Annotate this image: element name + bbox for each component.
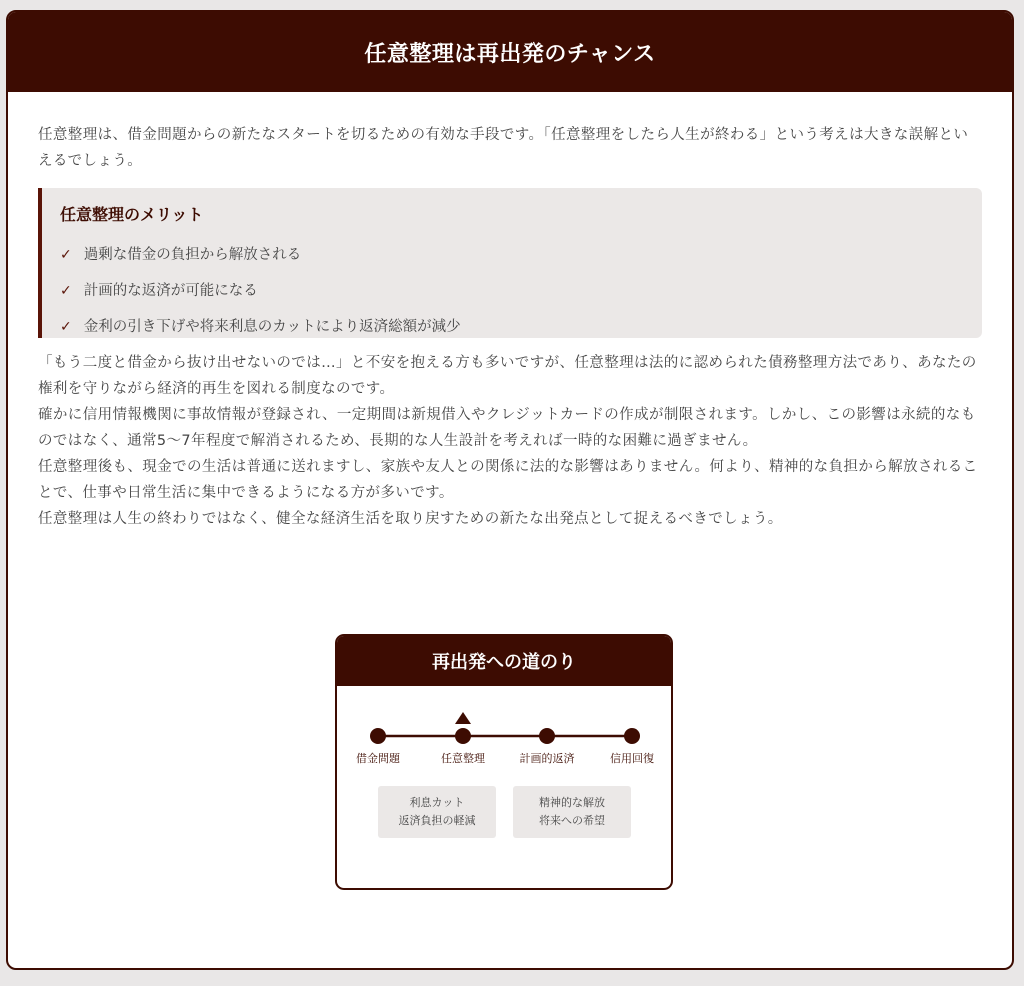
step-label: 計画的返済: [519, 752, 575, 765]
page-title: 任意整理は再出発のチャンス: [364, 41, 656, 67]
card-header: [8, 12, 1012, 92]
step-label: 借金問題: [356, 752, 400, 765]
list-item: [60, 309, 962, 345]
body-paragraph: 確かに信用情報機関に事故情報が登録され、一定期間は新規借入やクレジットカードの作成が制限されます。しかし、この影響は永続的なものではなく、通常5〜7年程度で解消されるため、長期的な人生設計を考えれば一時的な困難に過ぎません。: [38, 407, 976, 449]
roadmap-title: 再出発への道のり: [432, 652, 576, 673]
roadmap-diagram: [335, 634, 673, 890]
card-line: 精神的な解放: [539, 796, 605, 809]
step-dot: [370, 728, 386, 744]
list-item: [60, 237, 962, 273]
step-label: 任意整理: [441, 752, 485, 765]
card-line: 将来への希望: [539, 814, 605, 827]
intro-paragraph: 任意整理は、借金問題からの新たなスタートを切るための有効な手段です。「任意整理をしたら人生が終わる」という考えは大きな誤解といえるでしょう。: [38, 127, 969, 169]
step-dot: [624, 728, 640, 744]
merit-item-text: 過剰な借金の負担から解放される: [83, 247, 302, 263]
check-icon: ✓: [60, 247, 72, 263]
article-content: [8, 92, 1012, 532]
card-line: 利息カット: [409, 796, 465, 809]
step-dot: [455, 728, 471, 744]
list-item: [60, 273, 962, 309]
merit-box-title: 任意整理のメリット: [60, 205, 204, 224]
card-line: 返済負担の軽減: [398, 814, 476, 827]
roadmap-header: [337, 636, 671, 686]
merit-list: [60, 237, 962, 345]
merit-item-text: 金利の引き下げや将来利息のカットにより返済総額が減少: [83, 319, 461, 335]
body-paragraph: 任意整理後も、現金での生活は普通に送れますし、家族や友人との関係に法的な影響はありません。何より、精神的な負担から解放されることで、仕事や日常生活に集中できるようになる方が多いです。: [38, 459, 978, 501]
body-paragraph: 任意整理は人生の終わりではなく、健全な経済生活を取り戻すための新たな出発点として捉えるべきでしょう。: [38, 511, 783, 527]
roadmap-card: [513, 786, 631, 838]
body-paragraphs: [38, 350, 982, 532]
current-step-marker-icon: [455, 712, 471, 724]
roadmap-card: [378, 786, 496, 838]
step-label: 信用回復: [610, 752, 654, 765]
step-dot: [539, 728, 555, 744]
body-paragraph: 「もう二度と借金から抜け出せないのでは…」と不安を抱える方も多いですが、任意整理は法的に認められた債務整理方法であり、あなたの権利を守りながら経済的再生を図れる制度なのです。: [38, 355, 977, 397]
check-icon: ✓: [60, 283, 72, 299]
merit-box: [38, 188, 982, 338]
check-icon: ✓: [60, 319, 72, 335]
merit-item-text: 計画的な返済が可能になる: [83, 283, 258, 299]
